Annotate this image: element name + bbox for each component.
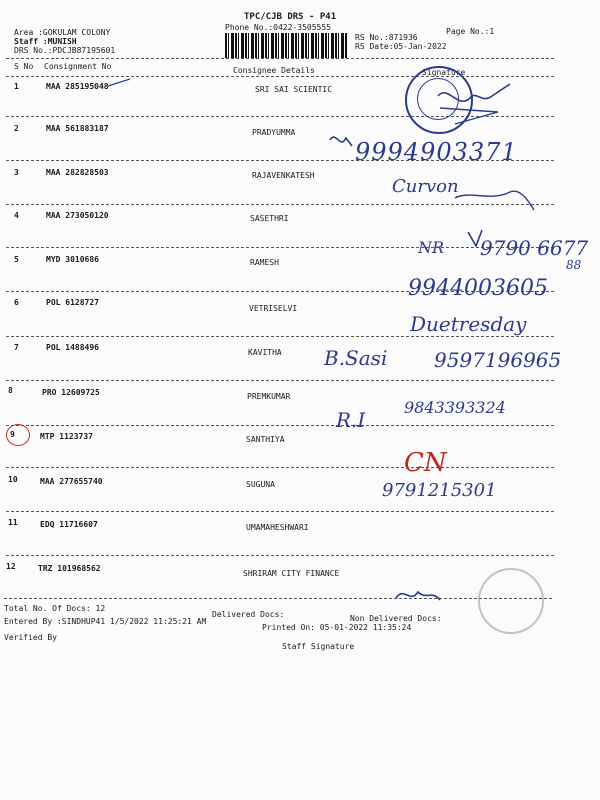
barcode <box>225 33 347 58</box>
verified-by: Verified By <box>4 633 57 642</box>
faint-stamp <box>478 568 544 634</box>
row-divider <box>6 467 554 468</box>
handwritten-red-mark: CN <box>404 448 447 478</box>
row-consignment: MAA 273050120 <box>46 211 109 220</box>
row-divider <box>6 511 554 512</box>
handwritten-phone: 9944003605 <box>408 276 548 301</box>
handwritten-mark: NR <box>418 238 445 257</box>
handwritten-note: Curvon <box>392 176 459 197</box>
row-consignment: MAA 285195048 <box>46 82 109 91</box>
handwritten-phone: 9790 6677 <box>480 236 589 260</box>
header-divider-bottom <box>6 76 554 77</box>
row-sno: 1 <box>14 82 19 91</box>
row-sno: 2 <box>14 124 19 133</box>
page-number: Page No.:1 <box>446 27 495 36</box>
staff-label: Staff :MUNISH <box>14 37 77 46</box>
handwritten-phone: 9994903371 <box>355 138 518 166</box>
row-divider <box>4 598 552 599</box>
row-sno: 12 <box>6 562 16 571</box>
row-consignment: MAA 282828503 <box>46 168 109 177</box>
handwritten-note: Duetresday <box>410 312 527 336</box>
row-sno: 6 <box>14 298 19 307</box>
row-divider <box>6 555 554 556</box>
handwritten-phone: 9791215301 <box>382 480 497 501</box>
handwritten-signature: R.I <box>336 408 366 432</box>
row-sno: 11 <box>8 518 18 527</box>
column-header-consignee: Consignee Details <box>233 66 315 75</box>
row-consignee: PREMKUMAR <box>247 392 291 401</box>
handwritten-note: 88 <box>566 258 582 272</box>
row-consignee: PRADYUMMA <box>252 128 296 137</box>
row-consignee: SUGUNA <box>246 480 275 489</box>
row-consignment: POL 1488496 <box>46 343 99 352</box>
row-sno: 4 <box>14 211 19 220</box>
row-divider <box>6 380 554 381</box>
handwritten-phone: 9597196965 <box>434 348 562 372</box>
red-circle-mark <box>6 424 30 446</box>
row-sno: 5 <box>14 255 19 264</box>
row-consignment: MTP 1123737 <box>40 432 93 441</box>
row-consignee: VETRISELVI <box>249 304 298 313</box>
delivered-docs: Delivered Docs: <box>212 610 285 619</box>
column-header-consignment: Consignment No <box>44 62 112 71</box>
row-divider <box>6 247 554 248</box>
column-header-sno: S No <box>14 62 34 71</box>
row-sno: 10 <box>8 475 18 484</box>
row-divider <box>6 204 554 205</box>
company-stamp <box>405 66 473 134</box>
row-sno: 7 <box>14 343 19 352</box>
drs-number: DRS No.:PDCJB87195601 <box>14 46 116 55</box>
row-sno: 9 <box>10 430 15 439</box>
row-consignment: PRO 12609725 <box>42 388 100 397</box>
row-consignee: UMAMAHESHWARI <box>246 523 309 532</box>
row-divider <box>6 336 554 337</box>
row-consignee: SHRIRAM CITY FINANCE <box>243 569 340 578</box>
row-consignment: MYD 3010686 <box>46 255 99 264</box>
row-sno: 8 <box>8 386 13 395</box>
staff-signature: Staff Signature <box>282 642 355 651</box>
row-divider <box>6 116 554 117</box>
handwritten-phone: 9843393324 <box>404 398 506 417</box>
row-consignment: POL 6128727 <box>46 298 99 307</box>
total-docs: Total No. Of Docs: 12 <box>4 604 106 613</box>
phone-number: Phone No.:0422-3505555 <box>225 23 331 32</box>
rs-number: RS No.:871936 <box>355 33 418 42</box>
row-consignment: MAA 277655740 <box>40 477 103 486</box>
row-consignee: KAVITHA <box>248 348 282 357</box>
column-header-signature: Signature <box>422 68 466 77</box>
non-delivered-docs: Non Delivered Docs: <box>350 614 442 623</box>
area-label: Area :GOKULAM COLONY <box>14 28 111 37</box>
handwritten-signature: B.Sasi <box>324 346 388 370</box>
row-consignee: RAMESH <box>250 258 279 267</box>
row-consignee: SASETHRI <box>250 214 289 223</box>
row-consignee: RAJAVENKATESH <box>252 171 315 180</box>
entered-by: Entered By :SINDHUP41 1/5/2022 11:25:21 AM <box>4 617 207 626</box>
row-divider <box>6 425 554 426</box>
header-divider <box>6 58 554 59</box>
row-sno: 3 <box>14 168 19 177</box>
row-consignee: SANTHIYA <box>246 435 285 444</box>
row-consignment: MAA 561883187 <box>46 124 109 133</box>
document-title: TPC/CJB DRS - P41 <box>244 12 337 22</box>
row-consignment: EDQ 11716607 <box>40 520 98 529</box>
rs-date: RS Date:05-Jan-2022 <box>355 42 447 51</box>
row-consignee: SRI SAI SCIENTIC <box>255 85 333 94</box>
printed-on: Printed On: 05-01-2022 11:35:24 <box>262 623 412 632</box>
row-consignment: TRZ 101968562 <box>38 564 101 573</box>
